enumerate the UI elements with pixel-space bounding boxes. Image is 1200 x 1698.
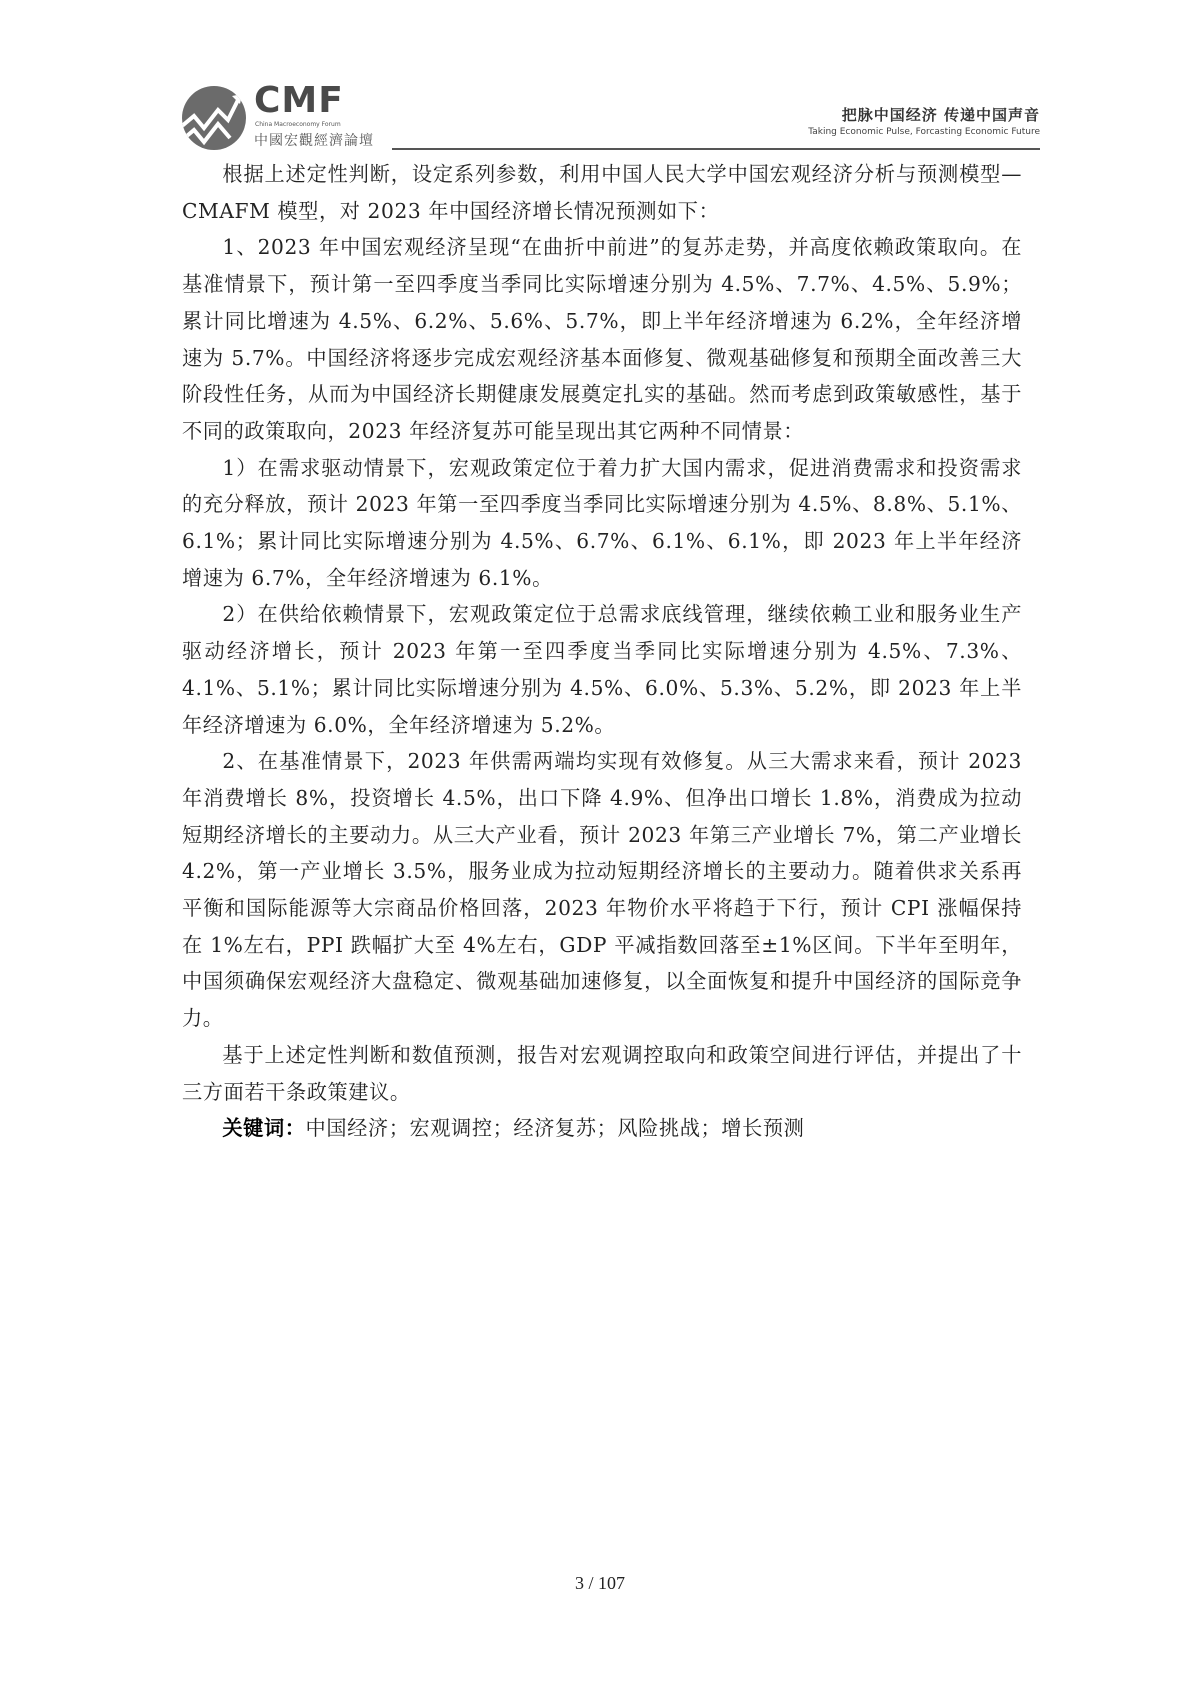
page-number: 3 / 107 bbox=[574, 1573, 625, 1593]
paragraph-supply-scenario: 2）在供给依赖情景下，宏观政策定位于总需求底线管理，继续依赖工业和服务业生产驱动经济增长，预计 2023 年第一至四季度当季同比实际增速分别为 4.5%、7.3%、4.1%、5.1%；累计同比实际增速分别为 4.5%、6.0%、5.3%、5.2%，即 2023 年上半年经济增速为 6.0%，全年经济增速为 5.2%。 bbox=[182, 602, 1022, 737]
paragraph-baseline-forecast: 1、2023 年中国宏观经济呈现“在曲折中前进”的复苏走势，并高度依赖政策取向。在基准情景下，预计第一至四季度当季同比实际增速分别为 4.5%、7.7%、4.5%、5.9%；累计同比增速为 4.5%、6.2%、5.6%、5.7%，即上半年经济增速为 6.2%，全年经济增速为 5.7%。中国经济将逐步完成宏观经济基本面修复、微观基础修复和预期全面改善三大阶段性任务，从而为中国经济长期健康发展奠定扎实的基础。然而考虑到政策敏感性，基于不同的政策取向，2023 年经济复苏可能呈现出其它两种不同情景： bbox=[182, 235, 1022, 443]
logo-english-name: China Macroeconomy Forum bbox=[255, 121, 341, 128]
logo-chinese-name: 中國宏觀經濟論壇 bbox=[254, 133, 374, 149]
cmf-logo bbox=[180, 82, 420, 152]
paragraph-intro: 根据上述定性判断，设定系列参数，利用中国人民大学中国宏观经济分析与预测模型—CMAFM 模型，对 2023 年中国经济增长情况预测如下： bbox=[182, 162, 1022, 223]
paragraph-policy-recommendations: 基于上述定性判断和数值预测，报告对宏观调控取向和政策空间进行评估，并提出了十三方面若干条政策建议。 bbox=[182, 1042, 1022, 1104]
document-body bbox=[182, 156, 1022, 1147]
rising-chart-logo-icon bbox=[182, 86, 246, 150]
keywords-value: 中国经济；宏观调控；经济复苏；风险挑战；增长预测 bbox=[305, 1116, 805, 1141]
logo-abbr: CMF bbox=[254, 80, 344, 121]
keywords-label: 关键词： bbox=[222, 1116, 306, 1141]
paragraph-supply-demand-repair: 2、在基准情景下，2023 年供需两端均实现有效修复。从三大需求来看，预计 2023 年消费增长 8%，投资增长 4.5%，出口下降 4.9%、但净出口增长 1.8%，消费成为拉动短期经济增长的主要动力。从三大产业看，预计 2023 年第三产业增长 7%，第二产业增长 4.2%，第一产业增长 3.5%，服务业成为拉动短期经济增长的主要动力。随着供求关系再平衡和国际能源等大宗商品价格回落，2023 年物价水平将趋于下行，预计 CPI 涨幅保持在 1%左右，PPI 跌幅扩大至 4%左右，GDP 平减指数回落至±1%区间。下半年至明年，中国须确保宏观经济大盘稳定、微观基础加速修复，以全面恢复和提升中国经济的国际竞争力。 bbox=[182, 749, 1022, 1031]
slogan-english: Taking Economic Pulse, Forcasting Economic Future bbox=[808, 127, 1040, 137]
keywords-line bbox=[182, 1110, 1022, 1147]
paragraph-demand-scenario: 1）在需求驱动情景下，宏观政策定位于着力扩大国内需求，促进消费需求和投资需求的充分释放，预计 2023 年第一至四季度当季同比实际增速分别为 4.5%、8.8%、5.1%、6.1%；累计同比实际增速分别为 4.5%、6.7%、6.1%、6.1%，即 2023 年上半年经济增速为 6.7%，全年经济增速为 6.1%。 bbox=[182, 455, 1022, 590]
slogan-chinese: 把脉中国经济 传递中国声音 bbox=[841, 106, 1040, 124]
page-header bbox=[180, 82, 1040, 152]
header-divider bbox=[392, 148, 1040, 150]
